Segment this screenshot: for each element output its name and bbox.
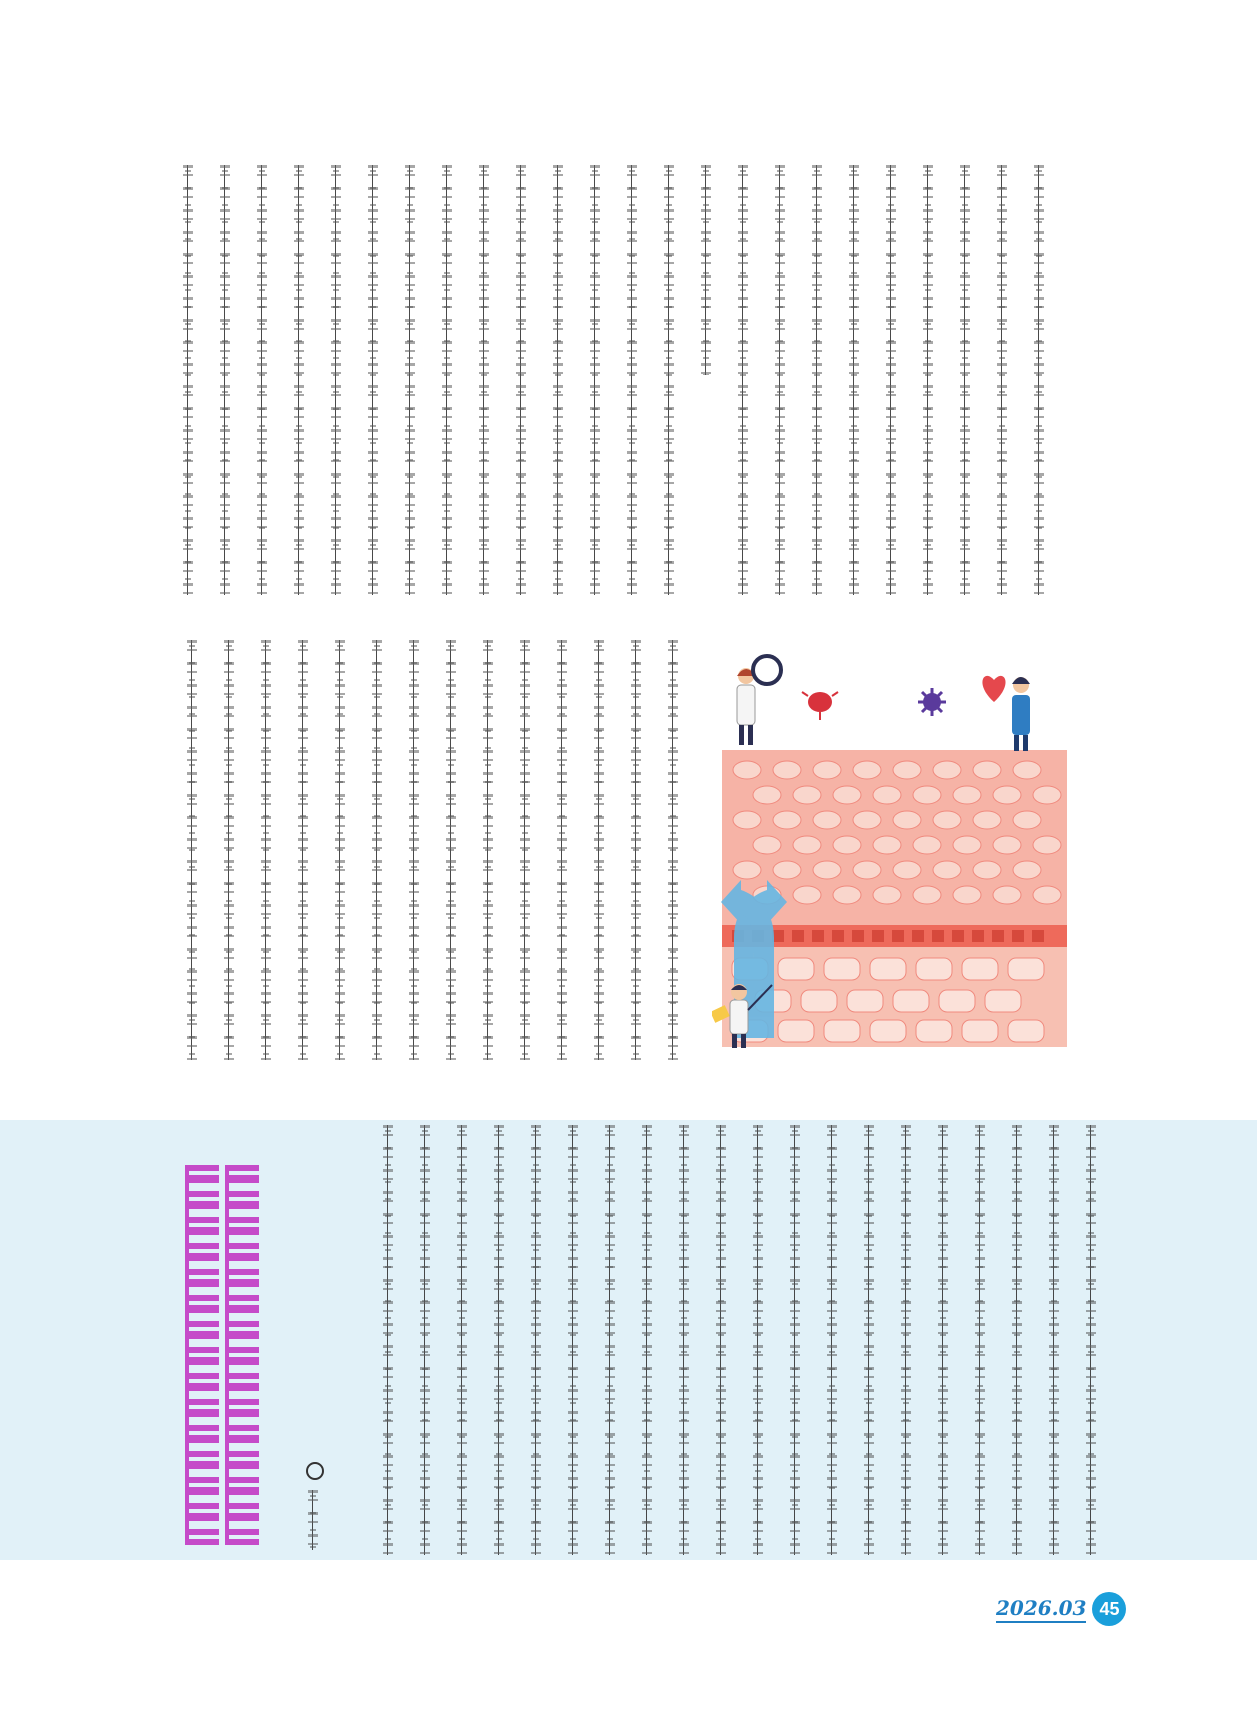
text-column bbox=[1090, 1125, 1093, 1555]
text-column bbox=[228, 640, 231, 1060]
text-column bbox=[224, 165, 227, 595]
text-column bbox=[890, 165, 893, 595]
text-column bbox=[372, 165, 375, 595]
text-column bbox=[942, 1125, 945, 1555]
text-column bbox=[927, 165, 930, 595]
text-column bbox=[1016, 1125, 1019, 1555]
text-column bbox=[461, 1125, 464, 1555]
text-column bbox=[191, 640, 194, 1060]
text-column bbox=[413, 640, 416, 1060]
author-circle-mark bbox=[306, 1462, 324, 1480]
text-column bbox=[1053, 1125, 1056, 1555]
text-column bbox=[557, 165, 560, 595]
text-column bbox=[816, 165, 819, 595]
text-column bbox=[757, 1125, 760, 1555]
text-column bbox=[302, 640, 305, 1060]
text-column bbox=[1038, 165, 1041, 595]
text-column bbox=[1001, 165, 1004, 595]
text-column bbox=[683, 1125, 686, 1555]
text-column bbox=[720, 1125, 723, 1555]
text-column bbox=[705, 165, 708, 375]
text-column bbox=[868, 1125, 871, 1555]
text-column bbox=[572, 1125, 575, 1555]
bacteria-icon bbox=[802, 692, 838, 720]
text-column bbox=[376, 640, 379, 1060]
text-column bbox=[535, 1125, 538, 1555]
text-column bbox=[483, 165, 486, 595]
text-column bbox=[498, 1125, 501, 1555]
virus-icon bbox=[918, 688, 946, 716]
text-column bbox=[794, 1125, 797, 1555]
text-column bbox=[631, 165, 634, 595]
author-name bbox=[312, 1490, 315, 1550]
text-column bbox=[594, 165, 597, 595]
text-column bbox=[635, 640, 638, 1060]
text-column bbox=[831, 1125, 834, 1555]
doctor-with-heart-icon bbox=[982, 676, 1030, 751]
text-column bbox=[450, 640, 453, 1060]
text-column bbox=[261, 165, 264, 595]
page-footer bbox=[996, 1592, 1126, 1626]
text-column bbox=[646, 1125, 649, 1555]
text-column bbox=[668, 165, 671, 595]
doctor-with-magnifier-icon bbox=[737, 656, 781, 745]
page-number: 45 bbox=[1092, 1592, 1126, 1626]
text-column bbox=[424, 1125, 427, 1555]
text-column bbox=[609, 1125, 612, 1555]
sidebar-title-column bbox=[225, 1165, 259, 1545]
text-column bbox=[387, 1125, 390, 1555]
text-column bbox=[524, 640, 527, 1060]
text-column bbox=[339, 640, 342, 1060]
text-column bbox=[672, 640, 675, 1060]
text-column bbox=[779, 165, 782, 595]
text-column bbox=[335, 165, 338, 595]
text-column bbox=[561, 640, 564, 1060]
text-column bbox=[409, 165, 412, 595]
text-column bbox=[905, 1125, 908, 1555]
text-column bbox=[265, 640, 268, 1060]
issue-date: 2026.03 bbox=[996, 1596, 1086, 1623]
text-column bbox=[853, 165, 856, 595]
skin-illustration bbox=[712, 640, 1072, 1050]
text-column bbox=[187, 165, 190, 595]
text-column bbox=[487, 640, 490, 1060]
text-column bbox=[446, 165, 449, 595]
text-column bbox=[742, 165, 745, 595]
text-column bbox=[598, 640, 601, 1060]
text-column bbox=[520, 165, 523, 595]
text-column bbox=[979, 1125, 982, 1555]
text-column bbox=[298, 165, 301, 595]
sidebar-title-column bbox=[185, 1165, 219, 1545]
text-column bbox=[964, 165, 967, 595]
